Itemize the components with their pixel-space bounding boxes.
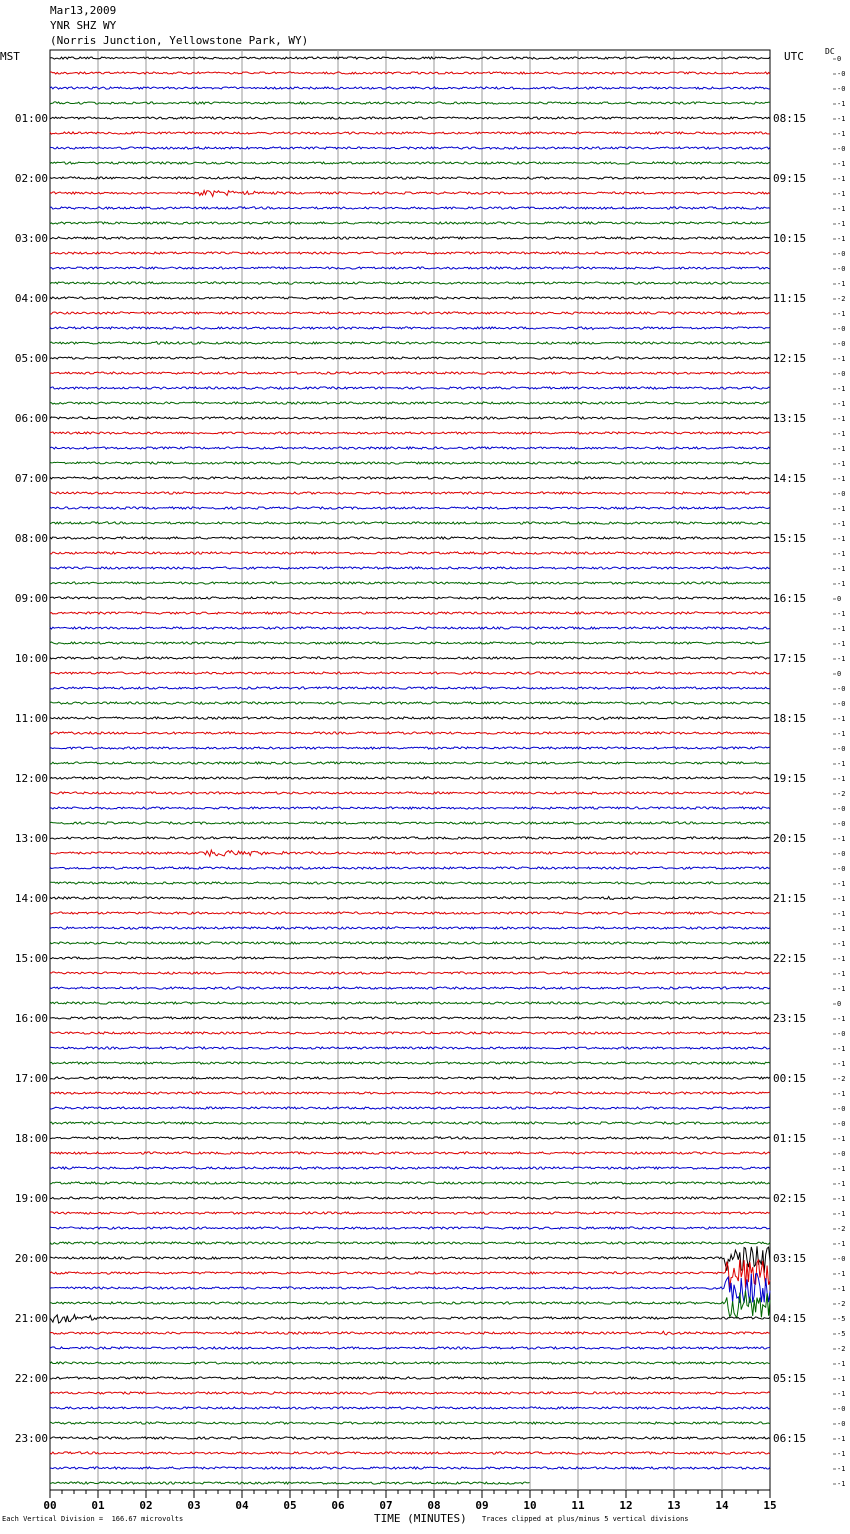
dc-offset-value: -1: [837, 445, 846, 453]
trace-row-15: [50, 267, 770, 269]
dc-offset-value: -1: [837, 115, 846, 123]
left-time-label: 13:00: [14, 832, 48, 845]
dc-offset-value: -0: [837, 805, 846, 813]
left-time-label: 10:00: [14, 652, 48, 665]
dc-offset-value: -1: [837, 415, 846, 423]
trace-row-2: [50, 72, 770, 74]
trace-row-48: [50, 762, 770, 764]
trace-row-89: [50, 1377, 770, 1379]
dc-offset-value: -5: [837, 1330, 846, 1338]
right-time-label: 12:15: [773, 352, 807, 365]
x-tick-label: 02: [139, 1499, 153, 1512]
left-time-label: 12:00: [14, 772, 48, 785]
dc-offset-value: -1: [837, 1135, 846, 1143]
dc-offset-value: -1: [837, 625, 846, 633]
trace-row-87: [50, 1347, 770, 1349]
trace-row-7: [50, 147, 770, 149]
dc-offset-value: -1: [837, 1270, 846, 1278]
trace-row-64: [50, 1002, 770, 1004]
left-time-label: 07:00: [14, 472, 48, 485]
trace-row-26: [50, 432, 770, 434]
dc-offset-value: -1: [837, 1165, 846, 1173]
trace-row-30: [50, 492, 770, 494]
dc-offset-value: -0: [837, 700, 846, 708]
trace-row-19: [50, 327, 770, 330]
trace-row-25: [50, 417, 770, 419]
x-tick-label: 14: [715, 1499, 729, 1512]
trace-row-46: [50, 732, 770, 734]
left-time-label: 14:00: [14, 892, 48, 905]
right-time-label: 00:15: [773, 1072, 807, 1085]
dc-offset-value: -0: [837, 325, 846, 333]
dc-label: DC: [825, 47, 835, 56]
dc-offset-value: -1: [837, 985, 846, 993]
trace-row-1: [50, 57, 770, 59]
trace-row-53: [50, 837, 770, 839]
dc-offset-value: -1: [837, 1090, 846, 1098]
x-tick-label: 11: [571, 1499, 585, 1512]
left-time-label: 18:00: [14, 1132, 48, 1145]
dc-offset-value: -1: [837, 1360, 846, 1368]
dc-offset-value: -0: [837, 370, 846, 378]
trace-row-81: [50, 1246, 770, 1273]
trace-row-68: [50, 1062, 770, 1064]
station-label: YNR SHZ WY: [50, 19, 117, 32]
trace-row-6: [50, 132, 770, 134]
trace-row-37: [50, 597, 770, 599]
dc-offset-value: -0: [837, 250, 846, 258]
trace-row-74: [50, 1152, 770, 1154]
x-tick-label: 00: [43, 1499, 57, 1512]
right-timezone-label: UTC: [784, 50, 804, 63]
left-timezone-label: MST: [0, 50, 20, 63]
dc-offset-value: -1: [837, 1285, 846, 1293]
trace-row-31: [50, 507, 770, 509]
trace-row-66: [50, 1032, 770, 1034]
right-time-label: 18:15: [773, 712, 807, 725]
dc-offset-value: -2: [837, 1225, 846, 1233]
trace-row-38: [50, 612, 770, 614]
trace-row-58: [50, 912, 770, 914]
trace-row-44: [50, 702, 770, 704]
dc-offset-value: -1: [837, 730, 846, 738]
dc-offset-value: -1: [837, 1375, 846, 1383]
dc-offset-value: -0: [837, 1030, 846, 1038]
right-time-label: 21:15: [773, 892, 807, 905]
trace-row-79: [50, 1227, 770, 1229]
right-time-label: 11:15: [773, 292, 807, 305]
x-tick-label: 08: [427, 1499, 441, 1512]
dc-offset-value: -1: [837, 1240, 846, 1248]
dc-offset-value: -1: [837, 1390, 846, 1398]
trace-row-8: [50, 162, 770, 164]
trace-row-3: [50, 87, 770, 89]
dc-offset-value: -0: [837, 745, 846, 753]
dc-offset-value: -2: [837, 790, 846, 798]
dc-offset-value: 0: [837, 670, 842, 678]
trace-row-73: [50, 1137, 770, 1139]
dc-offset-value: -0: [837, 265, 846, 273]
dc-offset-value: -1: [837, 100, 846, 108]
dc-offset-value: -1: [837, 190, 846, 198]
right-time-label: 23:15: [773, 1012, 807, 1025]
dc-offset-value: -0: [837, 1120, 846, 1128]
x-tick-label: 07: [379, 1499, 393, 1512]
right-time-label: 08:15: [773, 112, 807, 125]
trace-row-54: [50, 850, 770, 856]
trace-row-60: [50, 942, 770, 944]
left-time-label: 16:00: [14, 1012, 48, 1025]
trace-row-62: [50, 972, 770, 974]
dc-offset-value: -1: [837, 355, 846, 363]
trace-row-43: [50, 687, 770, 689]
trace-row-88: [50, 1362, 770, 1364]
dc-offset-value: -2: [837, 1345, 846, 1353]
right-time-label: 16:15: [773, 592, 807, 605]
dc-offset-value: -1: [837, 520, 846, 528]
x-tick-label: 10: [523, 1499, 537, 1512]
dc-offset-value: -1: [837, 955, 846, 963]
dc-offset-value: -5: [837, 1315, 846, 1323]
trace-row-11: [50, 207, 770, 209]
trace-row-36: [50, 582, 770, 584]
right-time-label: 05:15: [773, 1372, 807, 1385]
dc-offset-value: -1: [837, 535, 846, 543]
dc-offset-value: -1: [837, 1450, 846, 1458]
trace-row-82: [50, 1259, 770, 1287]
trace-row-35: [50, 567, 770, 569]
trace-row-63: [50, 987, 770, 989]
dc-offset-value: -1: [837, 220, 846, 228]
left-time-label: 09:00: [14, 592, 48, 605]
x-tick-label: 15: [763, 1499, 777, 1512]
dc-offset-value: -1: [837, 175, 846, 183]
trace-row-77: [50, 1197, 770, 1199]
dc-offset-value: -1: [837, 940, 846, 948]
trace-row-56: [50, 882, 770, 884]
right-time-label: 19:15: [773, 772, 807, 785]
dc-offset-value: -0: [837, 70, 846, 78]
trace-row-47: [50, 747, 770, 749]
dc-offset-value: -1: [837, 1480, 846, 1488]
left-time-label: 22:00: [14, 1372, 48, 1385]
trace-row-76: [50, 1182, 770, 1184]
left-time-label: 02:00: [14, 172, 48, 185]
trace-row-40: [50, 642, 770, 644]
dc-offset-value: -1: [837, 580, 846, 588]
right-time-label: 03:15: [773, 1252, 807, 1265]
trace-row-41: [50, 657, 770, 659]
dc-offset-value: -0: [837, 340, 846, 348]
trace-row-92: [50, 1422, 770, 1424]
left-time-label: 05:00: [14, 352, 48, 365]
dc-offset-value: -1: [837, 760, 846, 768]
left-time-label: 21:00: [14, 1312, 48, 1325]
dc-offset-value: -1: [837, 310, 846, 318]
trace-row-91: [50, 1407, 770, 1409]
trace-row-65: [50, 1017, 770, 1019]
trace-row-84: [50, 1291, 770, 1318]
trace-row-12: [50, 222, 770, 224]
dc-offset-value: -1: [837, 970, 846, 978]
right-time-label: 10:15: [773, 232, 807, 245]
trace-row-78: [50, 1212, 770, 1214]
x-tick-label: 05: [283, 1499, 297, 1512]
dc-offset-value: -1: [837, 775, 846, 783]
dc-offset-value: -0: [837, 1150, 846, 1158]
trace-row-93: [50, 1437, 770, 1439]
dc-offset-value: -1: [837, 1015, 846, 1023]
dc-offset-value: -0: [837, 1105, 846, 1113]
right-time-label: 20:15: [773, 832, 807, 845]
trace-row-20: [50, 342, 770, 345]
trace-row-39: [50, 627, 770, 629]
right-time-label: 14:15: [773, 472, 807, 485]
trace-row-23: [50, 387, 770, 389]
trace-row-57: [50, 897, 770, 900]
left-time-label: 15:00: [14, 952, 48, 965]
trace-row-16: [50, 282, 770, 284]
right-time-label: 09:15: [773, 172, 807, 185]
dc-offset-value: -1: [837, 880, 846, 888]
dc-offset-value: -1: [837, 1210, 846, 1218]
left-time-label: 20:00: [14, 1252, 48, 1265]
dc-offset-value: -1: [837, 385, 846, 393]
x-tick-label: 01: [91, 1499, 105, 1512]
dc-offset-value: -0: [837, 685, 846, 693]
location-label: (Norris Junction, Yellowstone Park, WY): [50, 34, 309, 47]
dc-offset-value: -1: [837, 565, 846, 573]
dc-offset-value: -1: [837, 925, 846, 933]
trace-row-86: [50, 1331, 770, 1335]
trace-row-69: [50, 1077, 770, 1079]
dc-offset-value: -1: [837, 610, 846, 618]
trace-row-83: [50, 1274, 770, 1304]
scale-note: Each Vertical Division = 166.67 microvolts: [2, 1515, 184, 1523]
dc-offset-value: -1: [837, 640, 846, 648]
dc-offset-value: -0: [837, 865, 846, 873]
trace-row-9: [50, 177, 770, 179]
x-tick-label: 04: [235, 1499, 249, 1512]
trace-row-75: [50, 1167, 770, 1169]
right-time-label: 15:15: [773, 532, 807, 545]
left-time-label: 11:00: [14, 712, 48, 725]
right-time-label: 04:15: [773, 1312, 807, 1325]
left-time-label: 19:00: [14, 1192, 48, 1205]
dc-offset-value: -2: [837, 295, 846, 303]
dc-offset-value: -0: [837, 85, 846, 93]
dc-offset-value: -2: [837, 1300, 846, 1308]
left-time-label: 06:00: [14, 412, 48, 425]
trace-row-71: [50, 1107, 770, 1109]
dc-offset-value: -1: [837, 460, 846, 468]
trace-row-27: [50, 447, 770, 449]
x-tick-label: 06: [331, 1499, 345, 1512]
dc-offset-value: -1: [837, 895, 846, 903]
x-tick-label: 09: [475, 1499, 489, 1512]
date-label: Mar13,2009: [50, 4, 117, 17]
dc-offset-value: -1: [837, 505, 846, 513]
right-time-label: 13:15: [773, 412, 807, 425]
left-time-label: 04:00: [14, 292, 48, 305]
trace-row-55: [50, 867, 770, 869]
dc-offset-value: -1: [837, 715, 846, 723]
trace-row-51: [50, 807, 770, 809]
right-time-label: 22:15: [773, 952, 807, 965]
dc-offset-value: -1: [837, 235, 846, 243]
dc-offset-value: 0: [837, 595, 842, 603]
dc-offset-value: -1: [837, 910, 846, 918]
dc-offset-value: -0: [837, 1255, 846, 1263]
dc-offset-value: -0: [837, 1420, 846, 1428]
dc-offset-value: -1: [837, 430, 846, 438]
dc-offset-value: -1: [837, 655, 846, 663]
dc-offset-value: -1: [837, 280, 846, 288]
dc-offset-value: -0: [837, 145, 846, 153]
right-time-label: 17:15: [773, 652, 807, 665]
dc-offset-value: -1: [837, 130, 846, 138]
trace-row-72: [50, 1122, 770, 1124]
dc-offset-value: -1: [837, 1435, 846, 1443]
trace-row-17: [50, 297, 770, 299]
trace-row-5: [50, 117, 770, 119]
trace-row-32: [50, 522, 770, 524]
trace-row-70: [50, 1092, 770, 1094]
dc-offset-value: -0: [837, 490, 846, 498]
x-tick-label: 12: [619, 1499, 633, 1512]
trace-row-33: [50, 537, 770, 539]
trace-row-34: [50, 552, 770, 554]
dc-offset-value: 0: [837, 1000, 842, 1008]
dc-offset-value: -1: [837, 1045, 846, 1053]
dc-offset-value: -0: [837, 1405, 846, 1413]
trace-row-28: [50, 462, 770, 464]
dc-offset-value: -1: [837, 1465, 846, 1473]
trace-row-22: [50, 372, 770, 374]
trace-row-80: [50, 1242, 770, 1244]
trace-row-4: [50, 102, 770, 104]
trace-row-52: [50, 822, 770, 824]
left-time-label: 01:00: [14, 112, 48, 125]
trace-row-94: [50, 1452, 770, 1454]
trace-row-29: [50, 477, 770, 479]
dc-offset-value: -1: [837, 400, 846, 408]
trace-row-24: [50, 402, 770, 404]
dc-offset-value: -1: [837, 550, 846, 558]
trace-row-95: [50, 1467, 770, 1469]
left-time-label: 08:00: [14, 532, 48, 545]
x-tick-label: 13: [667, 1499, 681, 1512]
left-time-label: 17:00: [14, 1072, 48, 1085]
dc-offset-value: -1: [837, 475, 846, 483]
right-time-label: 01:15: [773, 1132, 807, 1145]
right-time-label: 02:15: [773, 1192, 807, 1205]
trace-row-49: [50, 777, 770, 779]
dc-offset-value: -1: [837, 1060, 846, 1068]
trace-row-13: [50, 237, 770, 239]
x-axis-title: TIME (MINUTES): [374, 1512, 467, 1525]
dc-offset-value: 0: [837, 55, 842, 63]
trace-row-50: [50, 792, 770, 794]
dc-offset-value: -1: [837, 835, 846, 843]
trace-row-45: [50, 717, 770, 720]
left-time-label: 03:00: [14, 232, 48, 245]
trace-row-21: [50, 357, 770, 359]
trace-row-14: [50, 252, 770, 254]
trace-row-18: [50, 312, 770, 314]
dc-offset-value: -0: [837, 850, 846, 858]
trace-row-85: [50, 1315, 770, 1323]
dc-offset-value: -1: [837, 1180, 846, 1188]
right-time-label: 06:15: [773, 1432, 807, 1445]
trace-row-42: [50, 672, 770, 674]
x-tick-label: 03: [187, 1499, 201, 1512]
dc-offset-value: -2: [837, 1075, 846, 1083]
trace-row-10: [50, 191, 770, 197]
trace-row-59: [50, 927, 770, 929]
trace-row-61: [50, 957, 770, 959]
dc-offset-value: -0: [837, 820, 846, 828]
trace-row-90: [50, 1392, 770, 1394]
left-time-label: 23:00: [14, 1432, 48, 1445]
dc-offset-value: -1: [837, 205, 846, 213]
dc-offset-value: -1: [837, 1195, 846, 1203]
trace-row-67: [50, 1047, 770, 1049]
clip-note: Traces clipped at plus/minus 5 vertical divisions: [482, 1515, 689, 1523]
dc-offset-value: -1: [837, 160, 846, 168]
